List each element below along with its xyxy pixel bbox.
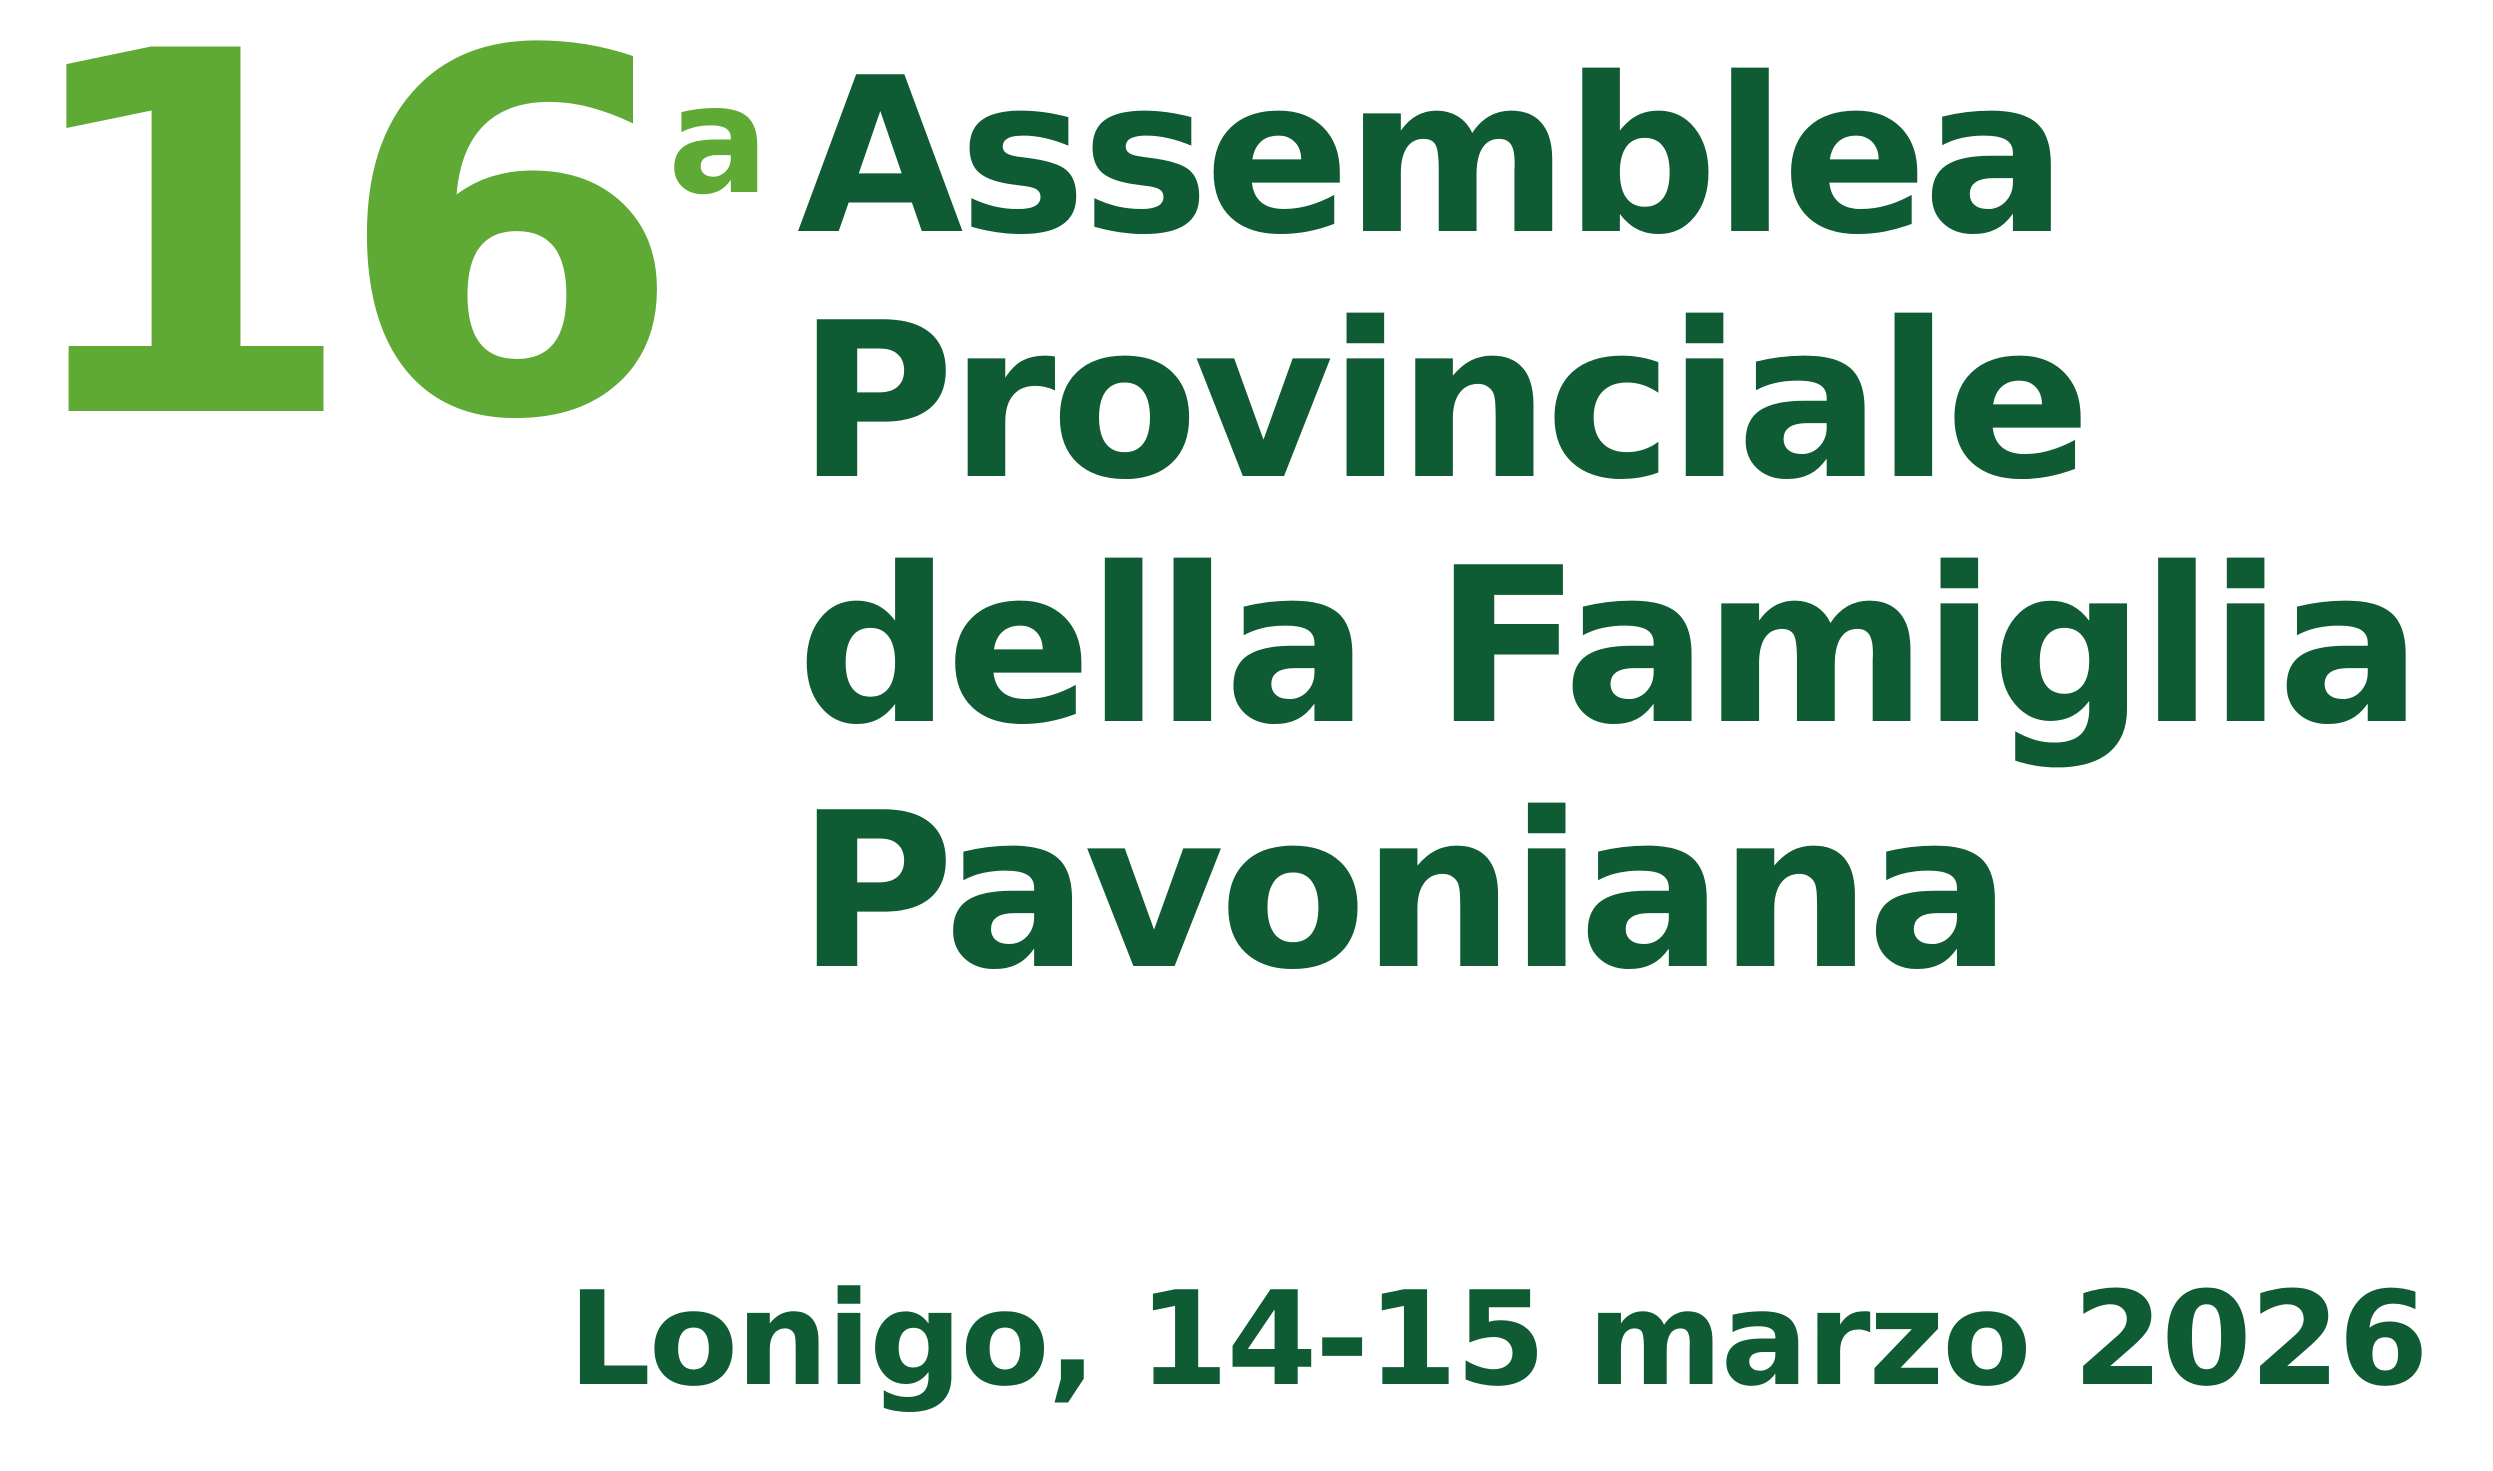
edition-number-group (10, 0, 770, 529)
event-title (797, 31, 2418, 1018)
event-title-line-4: Pavoniana (797, 766, 2007, 1018)
event-title-line-2: Provinciale (797, 276, 2087, 528)
edition-ordinal-suffix: a (667, 54, 770, 228)
event-title-line-3: della Famiglia (797, 521, 2418, 773)
event-location-date: Lonigo, 14-15 marzo 2026 (568, 1263, 2427, 1415)
event-title-line-1: Assemblea (797, 31, 2063, 282)
edition-number: 16 (10, 0, 662, 529)
